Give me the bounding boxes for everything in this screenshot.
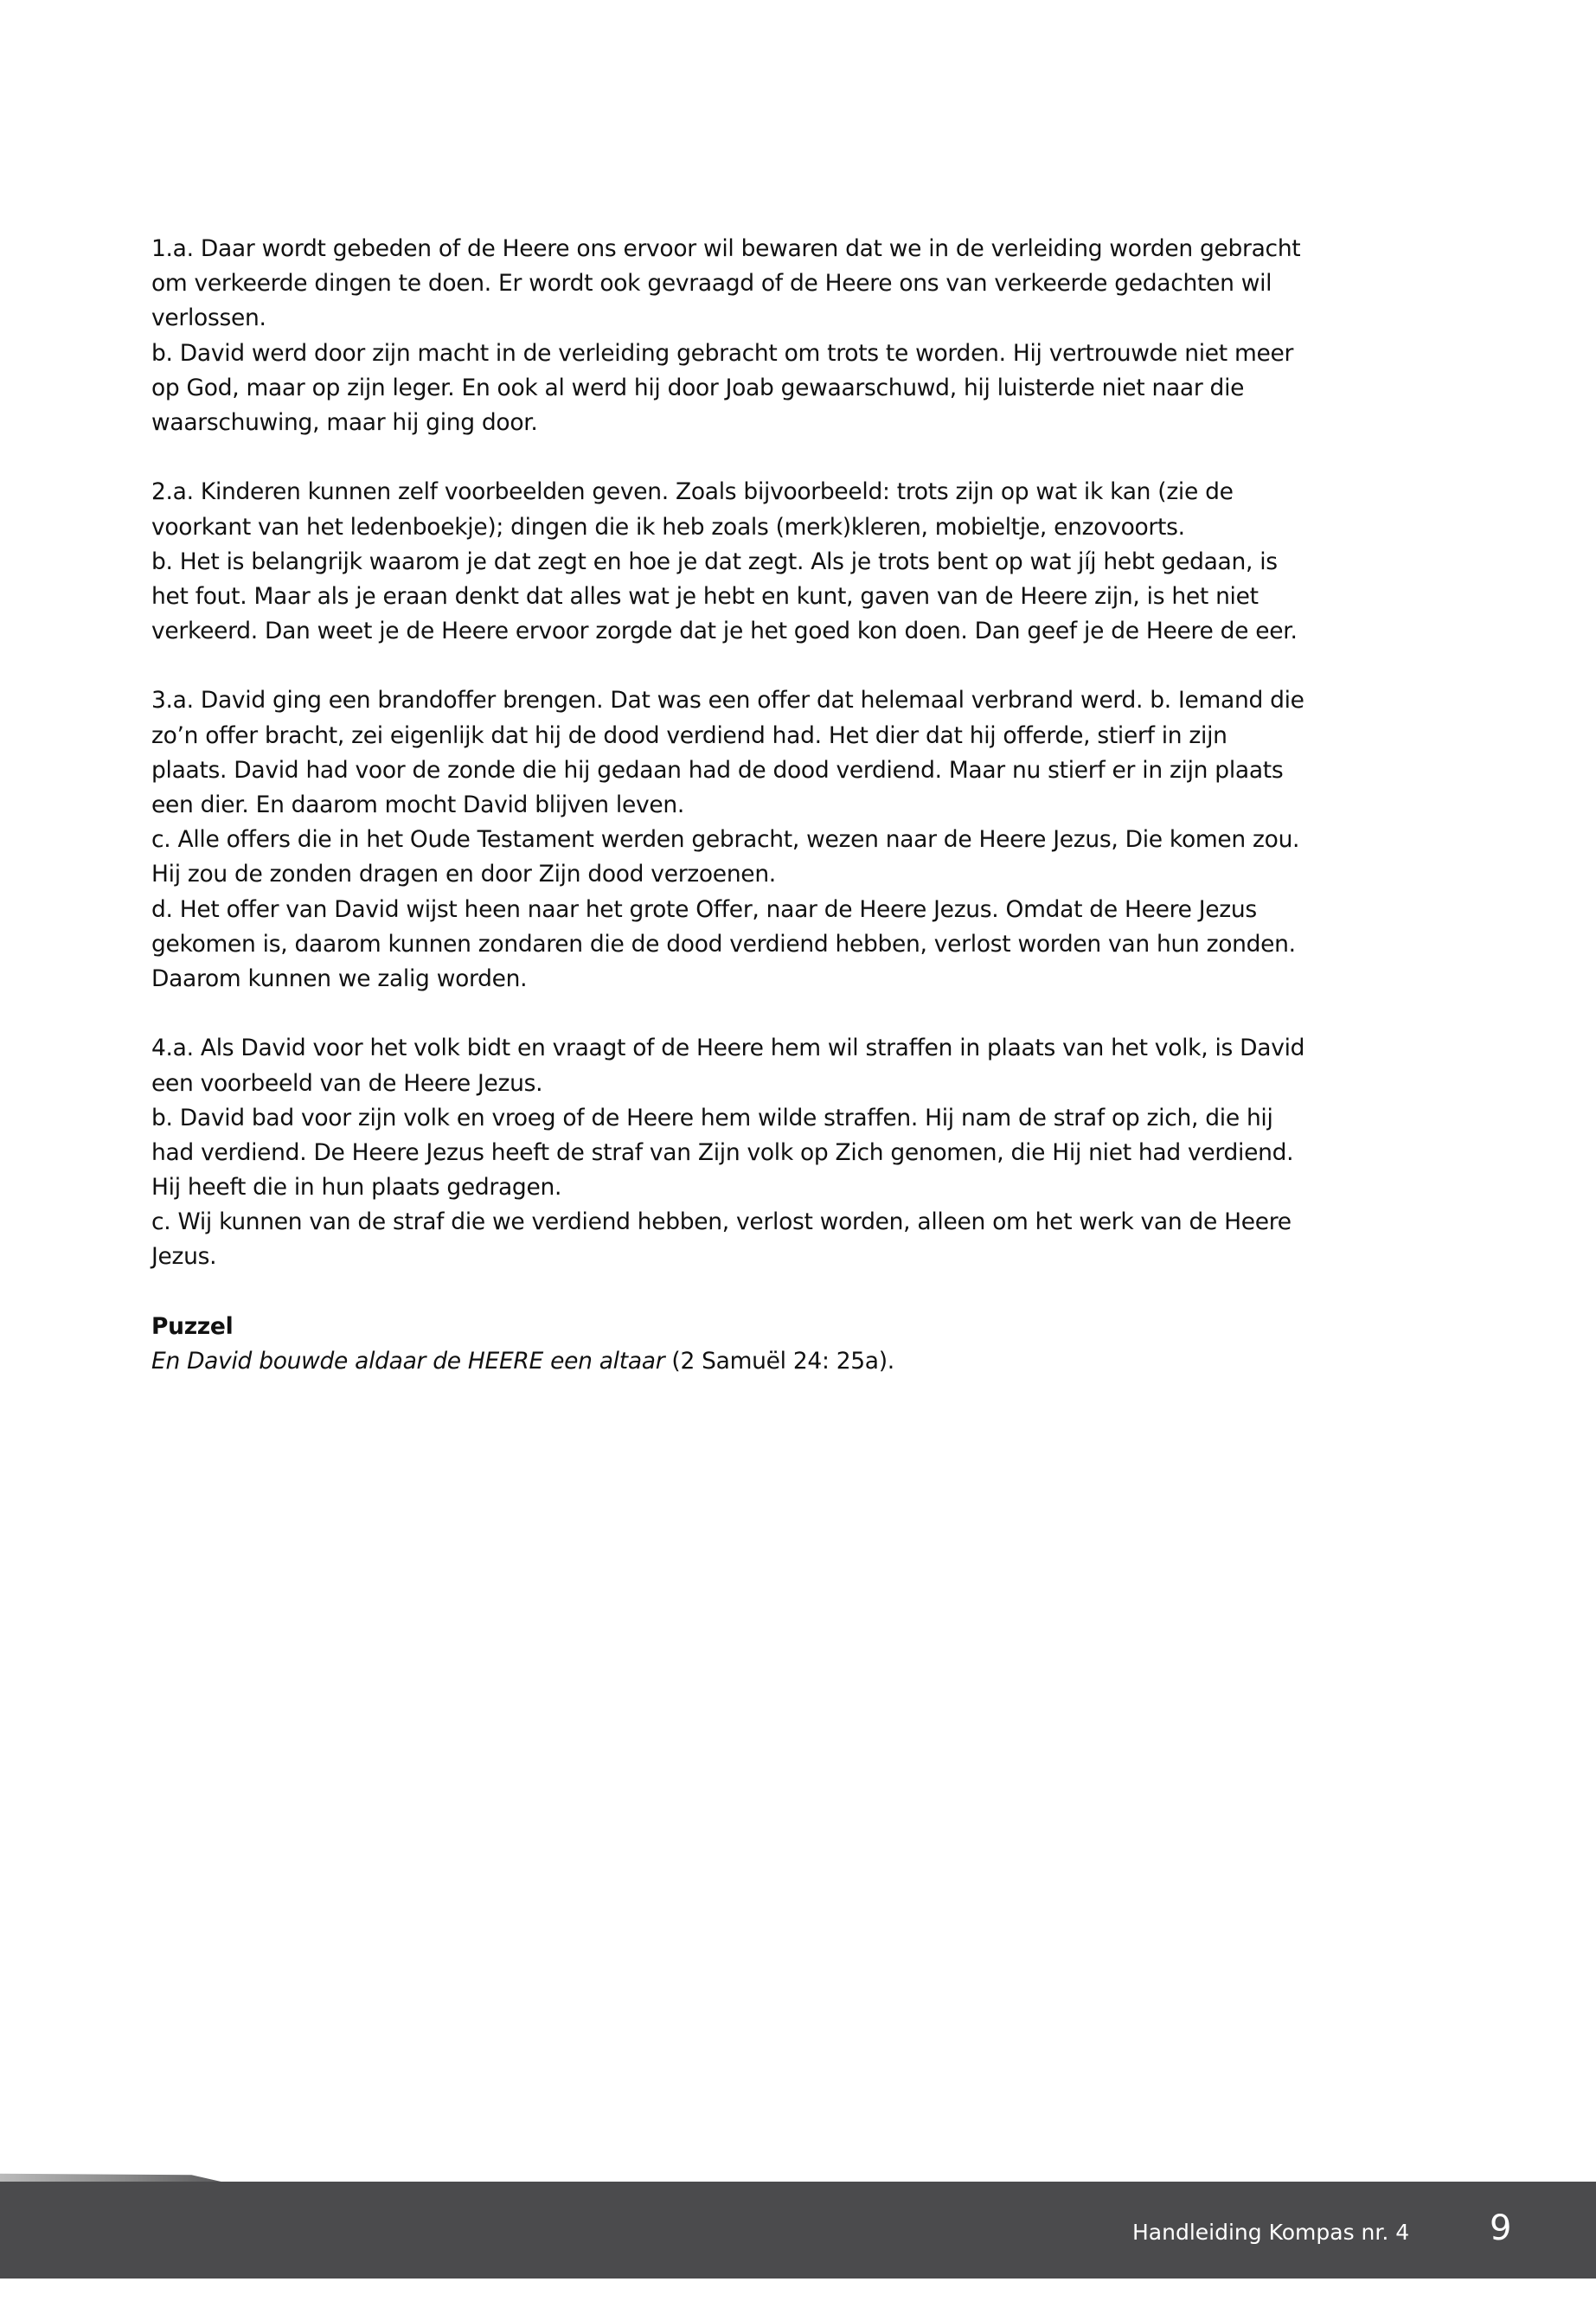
text-line: 3.a. David ging een brandoffer brengen. Dat was een offer dat helemaal verbrand werd. b. Iemand die [151,687,1304,715]
text-line: Jezus. [151,1243,217,1271]
paragraph-gap [151,649,1432,683]
text-line: b. Het is belangrijk waarom je dat zegt en hoe je dat zegt. Als je trots bent op wat jíj hebt gedaan, is [151,548,1278,575]
text-line: d. Het offer van David wijst heen naar het grote Offer, naar de Heere Jezus. Omdat de Heere Jezus [151,895,1257,923]
text-line: b. David werd door zijn macht in de verleiding gebracht om trots te worden. Hij vertrouwde niet meer [151,339,1294,367]
text-line: waarschuwing, maar hij ging door. [151,408,538,436]
text-line: gekomen is, daarom kunnen zondaren die de dood verdiend hebben, verlost worden van hun zonden. [151,930,1296,958]
text-line: 4.a. Als David voor het volk bidt en vraagt of de Heere hem wil straffen in plaats van het volk, is David [151,1035,1305,1062]
text-line: verkeerd. Dan weet je de Heere ervoor zorgde dat je het goed kon doen. Dan geef je de Heere de eer. [151,618,1298,645]
puzzle-quote: En David bouwde aldaar de HEERE een altaar [151,1348,665,1375]
answer-section [151,1031,1432,1274]
answer-section [151,683,1432,997]
text-line: had verdiend. De Heere Jezus heeft de straf van Zijn volk op Zich genomen, die Hij niet had verdiend. [151,1138,1294,1166]
text-line: b. David bad voor zijn volk en vroeg of de Heere hem wilde straffen. Hij nam de straf op zich, die hij [151,1104,1273,1131]
puzzle-heading: Puzzel [151,1312,234,1340]
paragraph-gap [151,997,1432,1031]
answer-section [151,475,1432,649]
text-line: voorkant van het ledenboekje); dingen die ik heb zoals (merk)kleren, mobieltje, enzovoorts. [151,513,1185,541]
text-line: plaats. David had voor de zonde die hij gedaan had de dood verdiend. Maar nu stierf er in zijn plaats [151,756,1284,784]
paragraph-gap [151,440,1432,475]
text-line: op God, maar op zijn leger. En ook al werd hij door Joab gewaarschuwd, hij luisterde niet naar die [151,374,1245,401]
answer-content [151,232,1432,1379]
puzzle-reference: (2 Samuël 24: 25a). [664,1348,894,1375]
text-line: een dier. En daarom mocht David blijven leven. [151,792,684,818]
paragraph-gap [151,1275,1432,1310]
text-line: zo’n offer bracht, zei eigenlijk dat hij de dood verdiend had. Het dier dat hij offerde, stierf in zijn [151,721,1227,749]
text-line: 1.a. Daar wordt gebeden of de Heere ons ervoor wil bewaren dat we in de verleiding worden gebracht [151,235,1301,262]
text-line: verlossen. [151,304,266,332]
text-line: 2.a. Kinderen kunnen zelf voorbeelden geven. Zoals bijvoorbeeld: trots zijn op wat ik kan (zie de [151,478,1234,506]
text-line: Hij zou de zonden dragen en door Zijn dood verzoenen. [151,861,776,888]
text-line: c. Alle offers die in het Oude Testament werden gebracht, wezen naar de Heere Jezus, Die komen zou. [151,826,1300,854]
text-line: om verkeerde dingen te doen. Er wordt ook gevraagd of de Heere ons van verkeerde gedachten wil [151,270,1272,298]
text-line: Daarom kunnen we zalig worden. [151,965,528,992]
page-number: 9 [1490,2208,1512,2248]
text-line: Hij heeft die in hun plaats gedragen. [151,1174,562,1202]
puzzle-answer [151,1344,1432,1379]
text-line: c. Wij kunnen van de straf die we verdiend hebben, verlost worden, alleen om het werk van de Heere [151,1208,1292,1236]
footer-title: Handleiding Kompas nr. 4 [1132,2220,1410,2245]
answer-section [151,232,1432,440]
text-line: het fout. Maar als je eraan denkt dat alles wat je hebt en kunt, gaven van de Heere zijn, is het niet [151,582,1259,610]
text-line: een voorbeeld van de Heere Jezus. [151,1069,543,1097]
